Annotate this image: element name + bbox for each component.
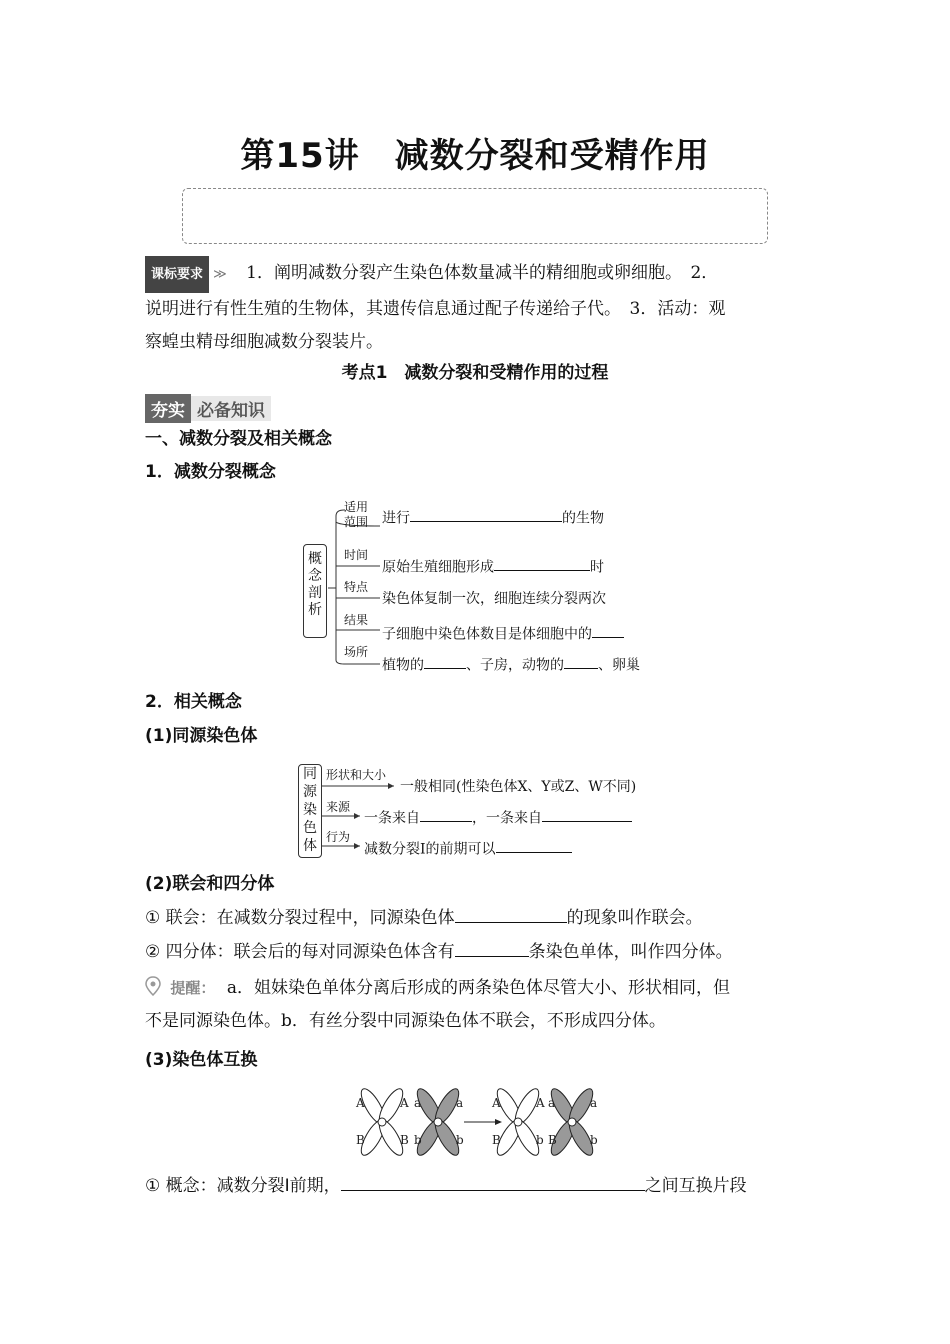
allele-label: B (400, 1133, 409, 1147)
homolog-box-char: 体 (303, 838, 317, 854)
heading-3: 2．相关概念 (145, 692, 242, 712)
kebiao-line2: 说明进行有性生殖的生物体，其遗传信息通过配子传递给子代。 3．活动：观 (145, 299, 726, 319)
row-text: 减数分裂Ⅰ的前期可以 (364, 841, 496, 858)
row-text: ，一条来自 (472, 810, 542, 827)
heading-1: 一、减数分裂及相关概念 (145, 429, 332, 449)
concept-box-char: 析 (308, 602, 322, 618)
section-heading: 考点1 减数分裂和受精作用的过程 (341, 363, 609, 383)
location-pin-icon (145, 976, 161, 996)
bibei-left: 夯实 (145, 394, 191, 423)
concept-row-1 (382, 506, 604, 527)
homolog-row-2 (364, 806, 632, 827)
row-text: 之间互换片段 (644, 1176, 747, 1196)
row-text: 的现象叫作联会。 (566, 908, 703, 928)
row-text: 子细胞中染色体数目是体细胞中的 (382, 626, 592, 643)
tixing-block (145, 972, 815, 1038)
homolog-label-1: 形状和大小 (326, 768, 387, 782)
homolog-label-3: 行为 (326, 830, 351, 844)
blank[interactable] (410, 506, 562, 522)
allele-label: a (456, 1096, 464, 1110)
allele-label: b (590, 1133, 598, 1147)
blank[interactable] (496, 837, 572, 853)
heading-3a: (1)同源染色体 (145, 726, 258, 746)
label-line: 范围 (344, 515, 369, 529)
dashed-box (182, 188, 768, 244)
blank[interactable] (341, 1171, 645, 1191)
concept-label-1 (344, 500, 368, 530)
homolog-row-1: 一般相同(性染色体X、Y或Z、W不同) (400, 779, 637, 795)
allele-label: A (492, 1096, 501, 1110)
blank[interactable] (494, 555, 590, 571)
allele-label: A (536, 1096, 545, 1110)
concept-box-char: 剖 (308, 585, 322, 601)
allele-label: a (590, 1096, 598, 1110)
heading-2: 1．减数分裂概念 (145, 462, 276, 482)
allele-label: A (400, 1096, 409, 1110)
row-text: 一条来自 (364, 810, 420, 827)
double-chevron-icon: ≫ (209, 267, 227, 282)
row-text: ② 四分体：联会后的每对同源染色体含有 (145, 942, 455, 962)
row-text: 、子房，动物的 (466, 657, 564, 674)
kebiao-block (145, 256, 815, 359)
lianhui-line (145, 902, 703, 935)
crossing-over-figure (352, 1082, 612, 1162)
blank[interactable] (420, 806, 472, 822)
row-text: 条染色单体，叫作四分体。 (528, 942, 733, 962)
tixing-line2: 不是同源染色体。b．有丝分裂中同源染色体不联会，不形成四分体。 (145, 1011, 666, 1031)
blank[interactable] (424, 653, 466, 669)
concept-box-char: 念 (308, 568, 322, 584)
kebiao-line1: 1．阐明减数分裂产生染色体数量减半的精细胞或卵细胞。 2． (246, 263, 719, 283)
homolog-label-2: 来源 (326, 800, 351, 814)
allele-label: A (356, 1096, 365, 1110)
homolog-box-char: 同 (303, 766, 317, 782)
concept-box-char: 概 (308, 551, 322, 567)
kebiao-badge: 课标要求 (145, 256, 209, 293)
row-text: 时 (590, 559, 604, 576)
blank[interactable] (592, 622, 624, 638)
allele-label: a (548, 1096, 556, 1110)
concept-diagram (300, 500, 660, 675)
blank[interactable] (455, 903, 567, 923)
row-text: 进行 (382, 510, 410, 527)
gainian-line (145, 1170, 747, 1203)
homolog-row-3 (364, 837, 572, 858)
blank[interactable] (564, 653, 598, 669)
allele-label: b (536, 1133, 544, 1147)
row-text: 原始生殖细胞形成 (382, 559, 494, 576)
allele-label: b (456, 1133, 464, 1147)
heading-3b: (2)联会和四分体 (145, 874, 275, 894)
label-line: 适用 (344, 500, 369, 514)
tixing-line1: a．姐妹染色单体分离后形成的两条染色体尽管大小、形状相同，但 (226, 978, 730, 998)
concept-row-2 (382, 555, 604, 576)
allele-label: B (492, 1133, 501, 1147)
kebiao-line3: 察蝗虫精母细胞减数分裂装片。 (145, 332, 383, 352)
allele-label: a (414, 1096, 422, 1110)
concept-label-4: 结果 (344, 613, 369, 627)
row-text: ① 联会：在减数分裂过程中，同源染色体 (145, 908, 455, 928)
homolog-diagram (298, 762, 668, 862)
page-title: 第15讲 减数分裂和受精作用 (240, 136, 710, 176)
homolog-box-char: 染 (303, 802, 317, 818)
row-text: 、卵巢 (598, 657, 640, 674)
concept-row-4 (382, 622, 624, 643)
allele-label: b (414, 1133, 422, 1147)
row-text: ① 概念：减数分裂Ⅰ前期， (145, 1176, 341, 1196)
row-text: 的生物 (562, 510, 604, 527)
blank[interactable] (455, 937, 529, 957)
concept-label-3: 特点 (344, 580, 369, 594)
homolog-box-char: 源 (303, 784, 317, 800)
sifenti-line (145, 936, 733, 969)
row-text: 植物的 (382, 657, 424, 674)
concept-label-2: 时间 (344, 548, 369, 562)
concept-label-5: 场所 (344, 645, 369, 659)
allele-label: B (356, 1133, 365, 1147)
concept-row-5 (382, 653, 640, 674)
bibei-right: 必备知识 (191, 396, 271, 421)
concept-row-3: 染色体复制一次，细胞连续分裂两次 (382, 591, 606, 607)
bibei-banner (145, 394, 271, 423)
allele-label: B (548, 1133, 557, 1147)
homolog-box-char: 色 (303, 820, 317, 836)
tixing-badge: 提醒： (170, 979, 216, 997)
heading-3c: (3)染色体互换 (145, 1050, 258, 1070)
blank[interactable] (542, 806, 632, 822)
